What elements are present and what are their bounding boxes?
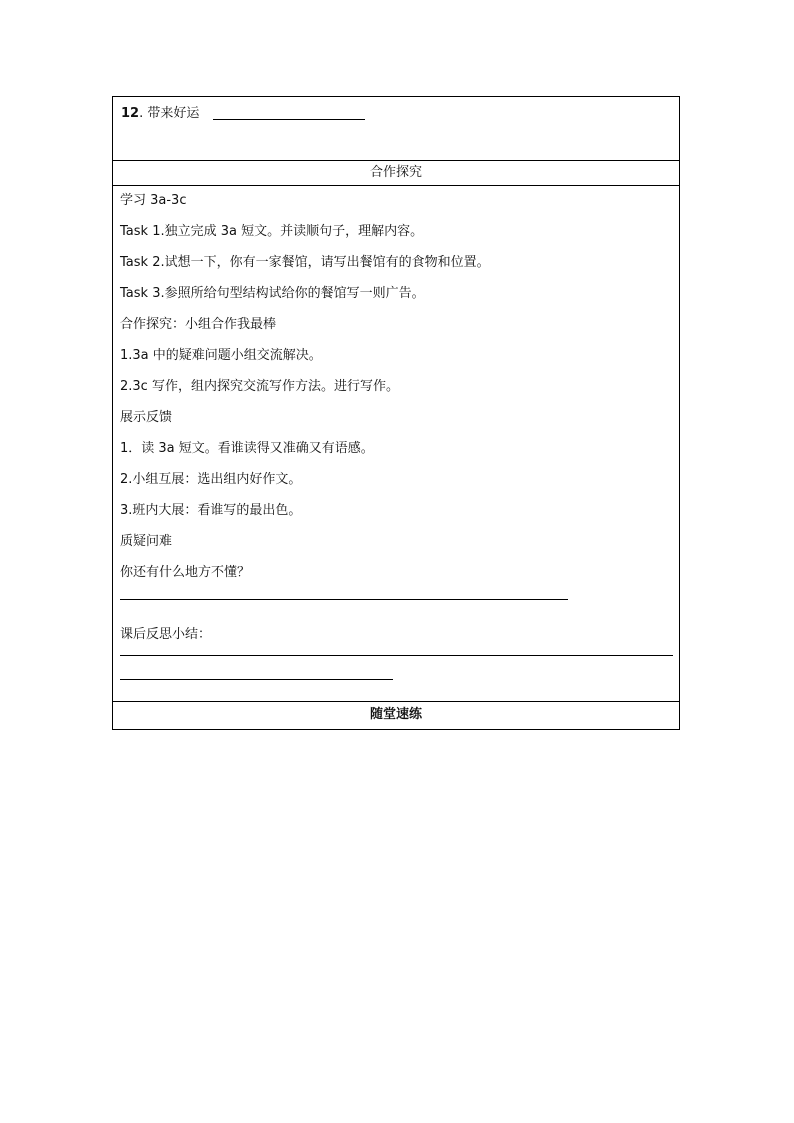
body-line-study: 学习 3a-3c [120,193,187,208]
reflection-line-1[interactable] [120,655,673,656]
body-line-task1: Task 1.独立完成 3a 短文。并读顺句子，理解内容。 [120,224,424,239]
question-12-text [121,106,199,122]
reflection-line-2[interactable] [120,679,393,680]
body-line-task3: Task 3.参照所给句型结构试给你的餐馆写一则广告。 [120,286,425,301]
body-line-feedback-heading: 展示反馈 [120,410,173,425]
answer-blank[interactable] [213,119,365,120]
body-line-task2: Task 2.试想一下，你有一家餐馆，请写出餐馆有的食物和位置。 [120,255,490,270]
question-label: . 带来好运 [139,106,200,121]
body-line-item1: 1.3a 中的疑难问题小组交流解决。 [120,348,322,363]
section-header-cooperative-inquiry: 合作探究 [113,161,679,186]
section-body [113,186,679,702]
body-line-feedback2: 2.小组互展：选出组内好作文。 [120,472,302,487]
question-12-row [113,97,679,161]
section-header-in-class-practice: 随堂速练 [369,707,422,722]
answer-line[interactable] [120,599,568,600]
body-line-item2: 2.3c 写作，组内探究交流写作方法。进行写作。 [120,379,399,394]
body-line-feedback3: 3.班内大展：看谁写的最出色。 [120,503,302,518]
question-number: 12 [121,106,140,121]
body-line-cooperation: 合作探究：小组合作我最棒 [120,317,277,332]
body-line-questions-heading: 质疑问难 [120,534,173,549]
worksheet-table [112,96,680,730]
reflection-label: 课后反思小结： [120,627,212,642]
body-line-feedback1: 1．读 3a 短文。看谁读得又准确又有语感。 [120,441,374,456]
body-line-question-prompt: 你还有什么地方不懂？ [120,565,251,580]
